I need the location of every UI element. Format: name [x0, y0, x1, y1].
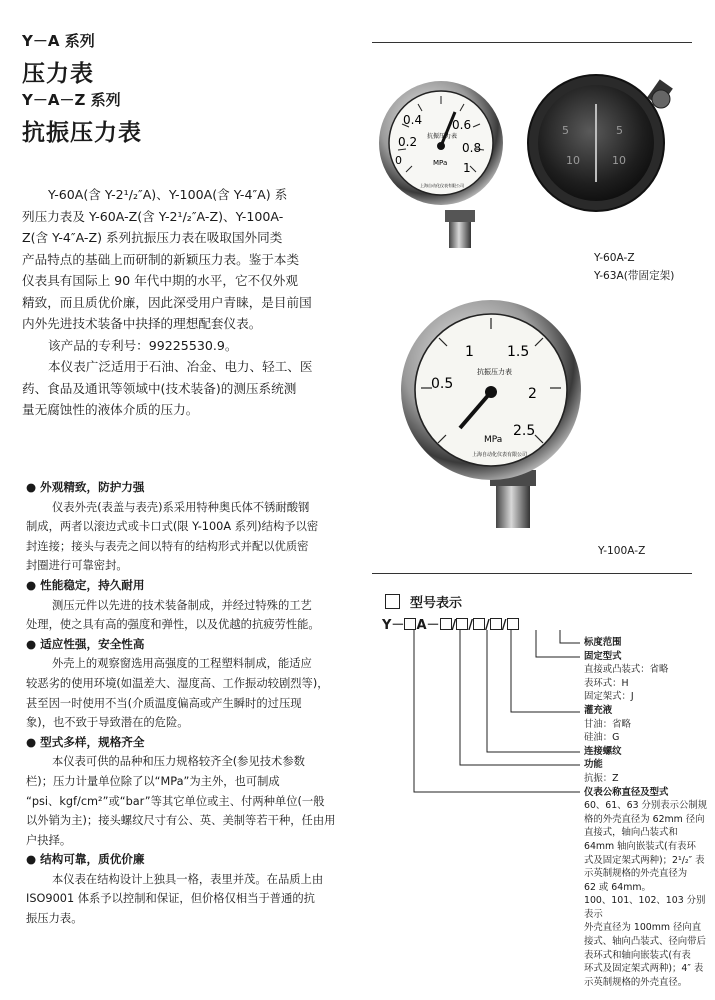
- feature-heading: ● 适应性强，安全性高: [26, 636, 145, 651]
- gauge2-tick: 10: [612, 154, 626, 167]
- code-a: A: [416, 618, 427, 633]
- intro-line: 精致，而且质优价廉，因此深受用户青睐，是目前国: [22, 294, 312, 310]
- feature-heading: ● 型式多样，规格齐全: [26, 734, 145, 749]
- leader-fill: [511, 630, 580, 712]
- model-legend: [584, 636, 712, 989]
- legend-detail: 表环式和轴向嵌装式(有表: [584, 949, 691, 961]
- leader-thread: [487, 630, 580, 752]
- legend-detail: 接式、轴向凸装式、径向带后: [584, 936, 706, 948]
- feature-heading: ● 性能稳定，持久耐用: [26, 577, 145, 592]
- gauge3-maker: 上海自动化仪表有限公司: [472, 452, 528, 458]
- intro-line: 产品特点的基础上而研制的新颖压力表。鉴于本类: [22, 251, 300, 267]
- intro-line: 列压力表及 Y-60A-Z(含 Y-2¹/₂″A-Z)、Y-100A-: [22, 208, 284, 224]
- leader-range: [560, 630, 580, 643]
- legend-detail: 甘油：省略: [584, 718, 631, 730]
- feature-line: 甚至因一时使用不当(介质温度偏高或产生瞬时的过压现: [26, 696, 302, 710]
- feature-heading: ● 结构可靠，质优价廉: [26, 852, 145, 867]
- legend-detail: 直接式，轴向凸装式和: [584, 827, 678, 839]
- legend-detail: 外壳直径为 100mm 径向直: [584, 922, 702, 934]
- code-dash: －: [426, 618, 440, 633]
- feature-line: 外壳上的观察窗选用高强度的工程塑料制成，能适应: [52, 657, 312, 671]
- legend-detail: 62 或 64mm。: [584, 881, 651, 893]
- code-slash: /: [451, 618, 457, 633]
- feature-line: 测压元件以先进的技术装备制成，并经过特殊的工艺: [52, 598, 312, 612]
- feature-line: 本仪表在结构设计上独具一格，表里并茂。在品质上由: [52, 872, 324, 886]
- feature-line: 仪表外壳(表盖与表壳)系采用特种奥氏体不锈耐酸钢: [52, 500, 310, 514]
- gauge1-tick: 0.8: [462, 141, 482, 155]
- gauge1-tick: 1: [463, 161, 471, 175]
- intro-line: 本仪表广泛适用于石油、冶金、电力、轻工、医: [48, 359, 313, 374]
- feature-line: 处理，使之具有高的强度和弹性，以及优越的抗疲劳性能。: [26, 618, 320, 632]
- feature-line: “psi、kgf/cm²”或“bar”等其它单位或主、付两种单位(一般: [26, 794, 325, 808]
- patent-number: 该产品的专利号：99225530.9。: [48, 337, 238, 353]
- legend-detail: 式及固定架式两种)；2¹/₂″ 表: [584, 854, 705, 866]
- intro-line: Y-60A(含 Y-2¹/₂″A)、Y-100A(含 Y-4″A) 系: [48, 187, 288, 202]
- title-shockproof-gauge: 抗振压力表: [22, 120, 142, 146]
- gauge3-tick: 1.5: [507, 344, 530, 360]
- intro-line: 药、食品及通讯等领域中(技术装备)的测压系统测: [22, 380, 297, 396]
- code-dash: －: [391, 618, 405, 633]
- series-label-2: Y－A－Z 系列: [22, 91, 121, 109]
- legend-range: 标度范围: [584, 637, 622, 648]
- gauge3-tick: 2: [528, 386, 537, 402]
- legend-detail: 格的外壳直径为 62mm 径向: [584, 813, 705, 825]
- feature-line: 栏)；压力计量单位除了以“MPa”为主外，也可制成: [26, 774, 280, 788]
- legend-detail: 表环式：H: [584, 677, 629, 689]
- feature-line: 振压力表。: [26, 912, 83, 926]
- model-heading: 型号表示: [410, 596, 463, 611]
- gauge3-tick: 2.5: [513, 423, 536, 439]
- code-slash: /: [468, 618, 474, 633]
- caption-y63a: Y-63A(带固定架): [594, 270, 675, 282]
- legend-detail: 固定架式：J: [584, 691, 634, 703]
- legend-detail: 抗振：Z: [584, 772, 619, 784]
- title-pressure-gauge: 压力表: [22, 61, 94, 87]
- legend-detail: 64mm 轴向嵌装式(有表环: [584, 840, 696, 852]
- feature-line: 以外销为主)；接头螺纹尺寸有公、英、美制等若干种，任由用: [26, 814, 336, 828]
- feature-line: 制成，两者以滚边式或卡口式(限 Y-100A 系列)结构予以密: [26, 520, 319, 534]
- feature-line: 较恶劣的使用环境(如温差大、湿度高、工作振动较剧烈等)，: [26, 676, 329, 690]
- gauge2-tick: 5: [562, 124, 569, 137]
- code-slash: /: [485, 618, 490, 633]
- gauge3-tick: 0.5: [431, 376, 454, 392]
- legend-thread: 连接螺纹: [584, 745, 622, 757]
- caption-y60az: Y-60A-Z: [594, 252, 635, 264]
- legend-fill: 灌充液: [584, 704, 613, 716]
- feature-line: 象)，也不致于导致潜在的危险。: [26, 716, 189, 730]
- gauge1-unit: MPa: [433, 159, 448, 167]
- gauge1-label: 抗振压力表: [427, 133, 458, 140]
- leader-function: [460, 630, 580, 765]
- legend-diameter: 仪表公称直径及型式: [584, 786, 669, 798]
- legend-function: 功能: [584, 759, 603, 771]
- legend-detail: 100、101、102、103 分别表示: [584, 895, 706, 920]
- gauge2-tick: 10: [566, 154, 580, 167]
- series-label-1: Y－A 系列: [22, 32, 95, 50]
- gauge1-tick: 0.4: [403, 113, 423, 127]
- intro-line: 内外先进技术装备中抉择的理想配套仪表。: [22, 316, 262, 331]
- gauge1-tick: 0.6: [452, 118, 472, 132]
- gauge1-tick: 0.2: [398, 135, 418, 149]
- legend-mount: 固定型式: [584, 650, 622, 662]
- gauge2-tick: 5: [616, 124, 623, 137]
- caption-y100az: Y-100A-Z: [598, 545, 646, 557]
- feature-line: 本仪表可供的品种和压力规格较齐全(参见技术参数: [52, 755, 305, 769]
- feature-line: ISO9001 体系予以控制和保证，但价格仅相当于普通的抗: [26, 892, 315, 906]
- legend-detail: 60、61、63 分别表示公制规: [584, 800, 708, 812]
- feature-line: 封圈进行可靠密封。: [26, 559, 128, 573]
- feature-heading: ● 外观精致，防护力强: [26, 480, 145, 494]
- legend-detail: 硅油：G: [584, 732, 620, 744]
- feature-line: 户抉择。: [26, 833, 72, 847]
- leader-diameter: [414, 630, 580, 792]
- gauge3-tick: 1: [465, 344, 474, 360]
- gauge3-label: 抗振压力表: [477, 368, 512, 376]
- intro-line: Z(含 Y-4″A-Z) 系列抗振压力表在吸取国外同类: [22, 230, 283, 245]
- feature-line: 封连接；接头与表壳之间以特有的结构形式并配以优质密: [26, 539, 309, 553]
- gauge3-unit: MPa: [484, 435, 503, 445]
- intro-line: 仪表具有国际上 90 年代中期的水平，它不仅外观: [22, 273, 298, 288]
- intro-line: 量无腐蚀性的液体介质的压力。: [22, 402, 199, 417]
- legend-detail: 环式及固定架式两种)；4″ 表: [584, 963, 704, 975]
- legend-detail: 示英制规格的外壳直径为: [584, 868, 688, 880]
- code-y: Y: [382, 618, 392, 633]
- legend-detail: 示英制规格的外壳直径。: [584, 976, 688, 988]
- code-slash: /: [501, 618, 507, 633]
- legend-detail: 直接或凸装式：省略: [584, 664, 669, 676]
- gauge1-maker: 上海自动化仪表有限公司: [420, 183, 464, 188]
- gauge1-zero: 0: [395, 154, 402, 167]
